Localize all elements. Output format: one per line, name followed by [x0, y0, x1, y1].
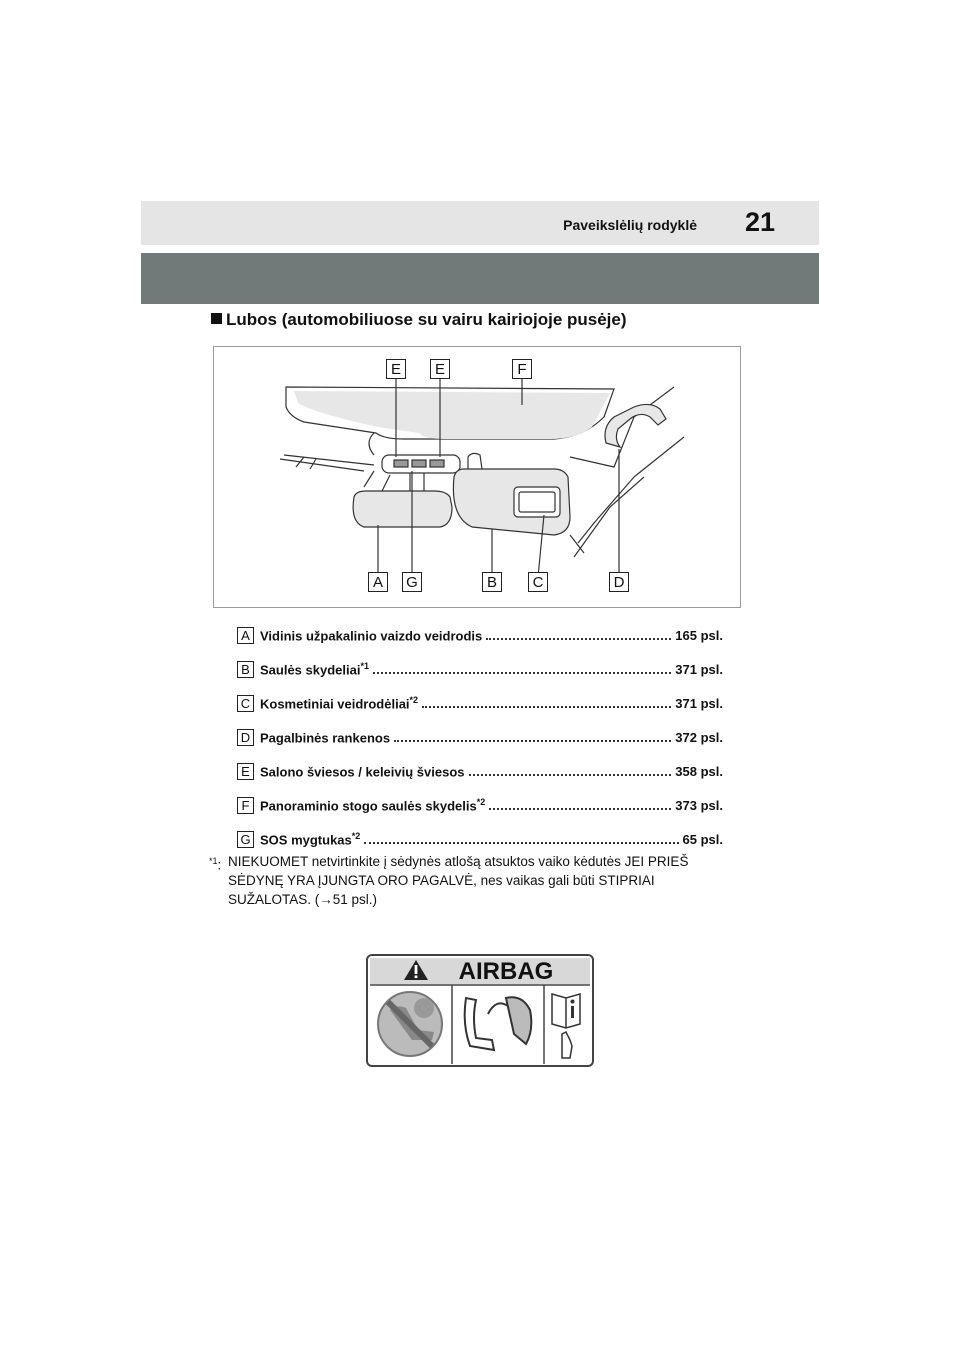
- item-page[interactable]: 165 psl.: [675, 627, 723, 643]
- assist-grip: [605, 404, 666, 447]
- item-letter: A: [237, 627, 254, 644]
- item-label: SOS mygtukas$^{*2}$: [260, 830, 361, 848]
- ceiling-illustration: [213, 346, 741, 608]
- footnote-text: NIEKUOMET netvirtinkite į sėdynės atlošą atsuktos vaiko kėdutės JEI PRIEŠ SĖDYNĘ YRA ĮJUNGTA ORO PAGALVĖ, nes vaikas gali būti STIPRIAI SUŽALOTAS. (→51 psl.): [228, 854, 689, 907]
- footnote-mark: $^{*1}$:: [209, 856, 222, 873]
- item-letter: B: [237, 661, 254, 678]
- callout-f: F: [512, 359, 532, 379]
- item-label: Pagalbinės rankenos: [260, 730, 391, 746]
- list-item: [237, 788, 723, 822]
- header-title: Paveikslėlių rodyklė: [563, 217, 697, 233]
- leader-dots: [394, 740, 671, 742]
- leader-dots: [486, 638, 671, 640]
- callout-b: B: [482, 572, 502, 592]
- item-page[interactable]: 373 psl.: [675, 797, 723, 813]
- no-child-seat-icon: [378, 992, 442, 1056]
- item-page[interactable]: 371 psl.: [675, 695, 723, 711]
- rearview-mirror: [353, 491, 452, 527]
- leader-dots: [364, 842, 678, 844]
- item-label: Kosmetiniai veidrodėliai$^{*2}$: [260, 694, 419, 712]
- item-letter: E: [237, 763, 254, 780]
- item-label: Salono šviesos / keleivių šviesos: [260, 764, 465, 780]
- page-header: [141, 201, 819, 245]
- leader-dots: [469, 774, 672, 776]
- item-label: Vidinis užpakalinio vaizdo veidrodis: [260, 628, 483, 644]
- callout-a: A: [368, 572, 388, 592]
- item-page[interactable]: 65 psl.: [682, 831, 723, 847]
- footnote: [209, 852, 739, 909]
- page-number: 21: [744, 207, 775, 237]
- item-page[interactable]: 358 psl.: [675, 763, 723, 779]
- callout-e-2: E: [430, 359, 450, 379]
- header-band: [141, 253, 819, 304]
- list-item: [237, 822, 723, 856]
- sunroof-glass: [294, 391, 610, 439]
- callout-e-1: E: [386, 359, 406, 379]
- square-bullet-icon: [211, 313, 222, 324]
- ceiling-drawing: [214, 347, 740, 607]
- windshield-line: [284, 455, 374, 465]
- section-title-text: Lubos (automobiliuose su vairu kairiojoje pusėje): [226, 310, 627, 329]
- item-page[interactable]: 371 psl.: [675, 661, 723, 677]
- item-label: Panoraminio stogo saulės skydelis$^{*2}$: [260, 796, 486, 814]
- airbag-title: AIRBAG: [458, 958, 554, 985]
- leader-dots: [489, 808, 671, 810]
- item-letter: G: [237, 831, 254, 848]
- list-item: [237, 754, 723, 788]
- leader-dots: [373, 672, 671, 674]
- section-title: [211, 310, 627, 330]
- airbag-warning-label: [366, 954, 594, 1067]
- callout-g: G: [402, 572, 422, 592]
- item-label: Saulės skydeliai$^{*1}$: [260, 660, 369, 678]
- list-item: [237, 618, 723, 652]
- item-list: [237, 618, 723, 856]
- callout-c: C: [528, 572, 548, 592]
- item-letter: F: [237, 797, 254, 814]
- callout-d: D: [609, 572, 629, 592]
- leader-dots: [422, 706, 671, 708]
- list-item: [237, 720, 723, 754]
- list-item: [237, 686, 723, 720]
- list-item: [237, 652, 723, 686]
- item-letter: C: [237, 695, 254, 712]
- airbag-label-drawing: [366, 954, 594, 1067]
- item-page[interactable]: 372 psl.: [675, 729, 723, 745]
- item-letter: D: [237, 729, 254, 746]
